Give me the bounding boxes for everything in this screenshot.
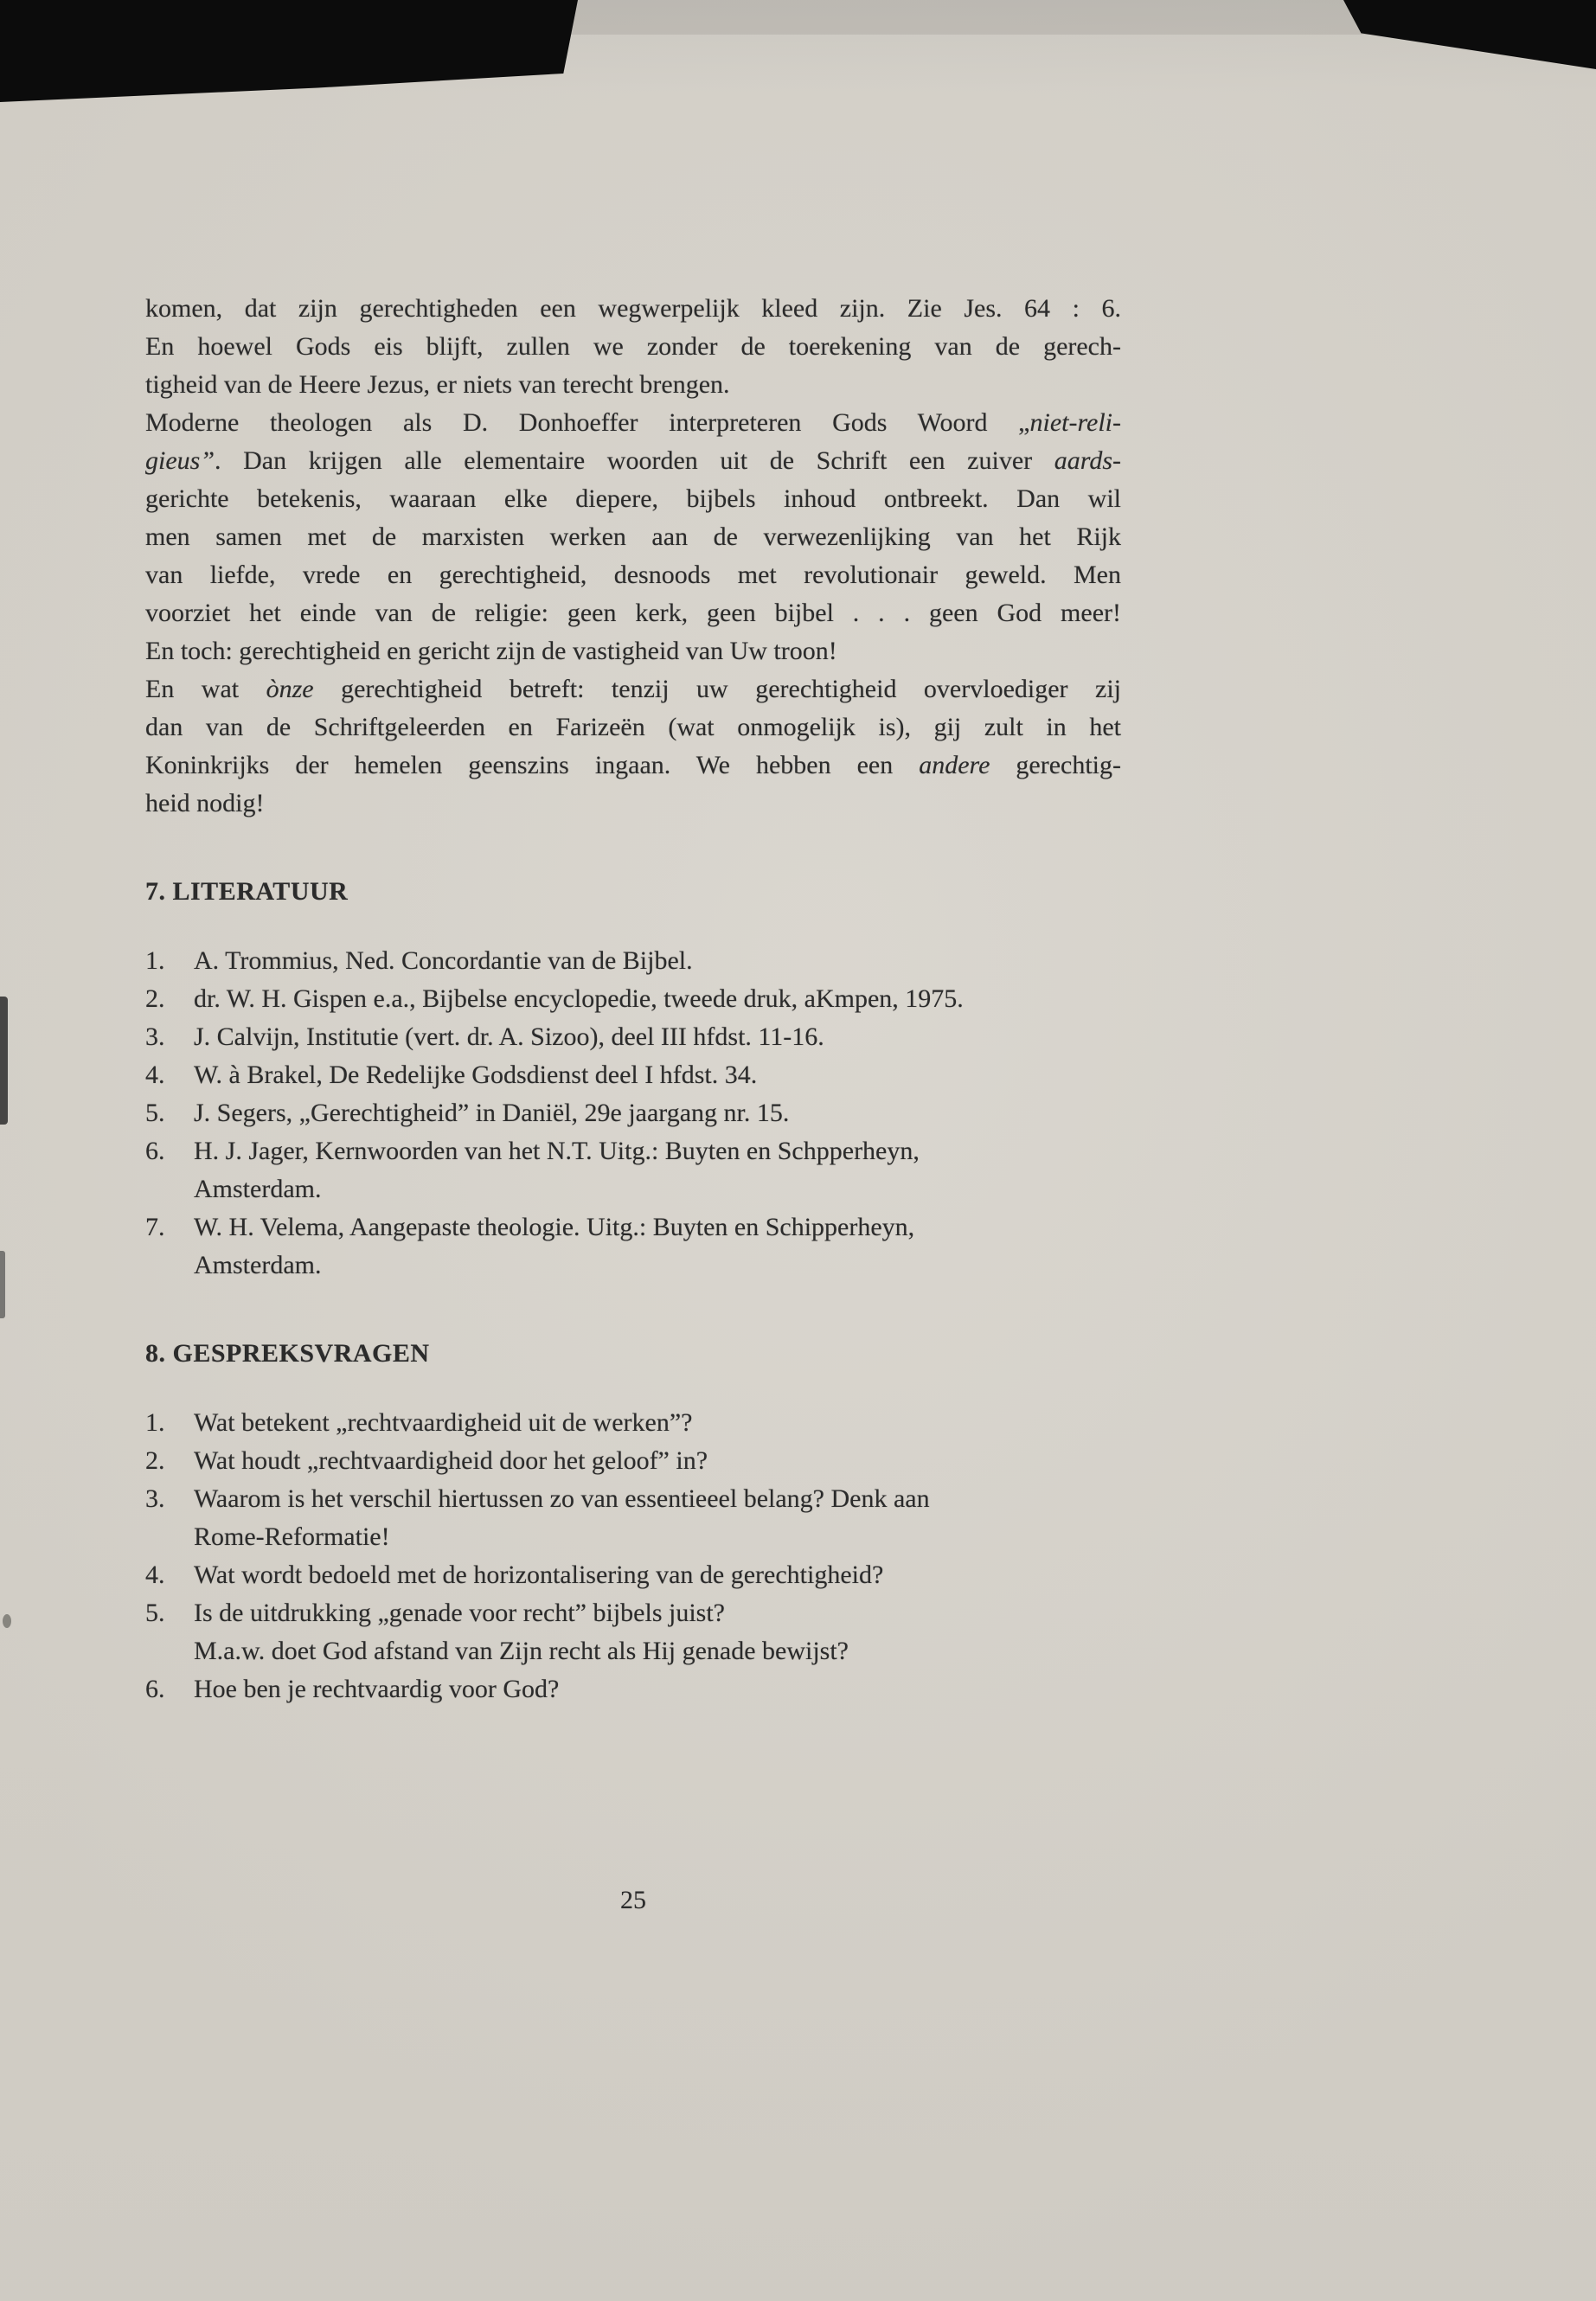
body-paragraphs <box>145 290 1121 823</box>
item-line: M.a.w. doet God afstand van Zijn recht als Hij genade bewijst? <box>194 1637 849 1665</box>
item-text <box>194 1556 1121 1594</box>
list-item <box>145 1018 1121 1056</box>
list-item <box>145 942 1121 980</box>
text-block <box>145 290 1121 1708</box>
text-run: gerichte betekenis, waaraan elke diepere, bijbels inhoud ontbreekt. Dan wil <box>145 484 1121 513</box>
text-run: men samen met de marxisten werken aan de verwezenlijking van het Rijk <box>145 522 1121 551</box>
item-text <box>194 1094 1121 1132</box>
item-line: Wat wordt bedoeld met de horizontalisering van de gerechtigheid? <box>194 1561 884 1589</box>
body-text-line <box>145 747 1121 785</box>
item-number: 6. <box>145 1137 165 1165</box>
item-text <box>194 1442 1121 1480</box>
item-number: 1. <box>145 1408 165 1437</box>
italic-text-run: andere <box>919 751 990 779</box>
list-item <box>145 1480 1121 1556</box>
section-heading: 7. LITERATUUR <box>145 877 349 906</box>
list-item <box>145 1442 1121 1480</box>
scan-edge-top-left <box>0 0 578 102</box>
text-run: En wat <box>145 675 266 703</box>
italic-text-run: ònze <box>266 675 314 703</box>
body-text-line <box>145 442 1121 480</box>
list-item <box>145 1670 1121 1708</box>
item-line: Rome-Reformatie! <box>194 1522 390 1551</box>
item-number: 5. <box>145 1599 165 1627</box>
list-item <box>145 1208 1121 1285</box>
body-text-line <box>145 404 1121 442</box>
text-run: Koninkrijks der hemelen geenszins ingaan. We hebben een <box>145 751 920 779</box>
body-text-line <box>145 708 1121 747</box>
item-line: Hoe ben je rechtvaardig voor God? <box>194 1675 560 1703</box>
page-number: 25 <box>620 1886 646 1914</box>
text-run: . Dan krijgen alle elementaire woorden uit de Schrift een zuiver <box>215 446 1054 475</box>
item-number: 7. <box>145 1213 165 1241</box>
item-line: Waarom is het verschil hiertussen zo van essentieeel belang? Denk aan <box>194 1484 930 1513</box>
item-number: 5. <box>145 1099 165 1127</box>
item-text <box>194 942 1121 980</box>
item-number: 2. <box>145 984 165 1013</box>
item-line: Is de uitdrukking „genade voor recht” bijbels juist? <box>194 1599 725 1627</box>
text-run: En hoewel Gods eis blijft, zullen we zonder de toerekening van de gerech- <box>145 332 1121 361</box>
item-text <box>194 1404 1121 1442</box>
text-run: voorziet het einde van de religie: geen kerk, geen bijbel . . . geen God meer! <box>145 599 1121 627</box>
list-item <box>145 1404 1121 1442</box>
item-line: Amsterdam. <box>194 1251 322 1279</box>
item-line: W. à Brakel, De Redelijke Godsdienst deel I hfdst. 34. <box>194 1061 758 1089</box>
item-number: 2. <box>145 1446 165 1475</box>
italic-text-run: niet-reli- <box>1029 408 1121 437</box>
list-item <box>145 1132 1121 1208</box>
item-line: Amsterdam. <box>194 1175 322 1203</box>
item-text <box>194 980 1121 1018</box>
text-run: komen, dat zijn gerechtigheden een wegwerpelijk kleed zijn. Zie Jes. 64 : 6. <box>145 294 1121 323</box>
scan-artifact-mark <box>0 1251 5 1318</box>
italic-text-run: gieus” <box>145 446 215 475</box>
list-item <box>145 980 1121 1018</box>
item-number: 1. <box>145 946 165 975</box>
list-item <box>145 1556 1121 1594</box>
body-text-line <box>145 480 1121 518</box>
item-line: J. Segers, „Gerechtigheid” in Daniël, 29e jaargang nr. 15. <box>194 1099 790 1127</box>
item-text <box>194 1480 1121 1556</box>
body-text-line <box>145 518 1121 556</box>
item-text <box>194 1208 1121 1285</box>
italic-text-run: aards- <box>1054 446 1121 475</box>
item-line: H. J. Jager, Kernwoorden van het N.T. Uitg.: Buyten en Schpperheyn, <box>194 1137 920 1165</box>
text-run: gerechtig- <box>990 751 1121 779</box>
item-text <box>194 1132 1121 1208</box>
body-text-line <box>145 632 1121 670</box>
section-heading: 8. GESPREKSVRAGEN <box>145 1339 430 1368</box>
text-run: En toch: gerechtigheid en gericht zijn de vastigheid van Uw troon! <box>145 637 837 665</box>
text-run: tigheid van de Heere Jezus, er niets van terecht brengen. <box>145 370 730 399</box>
list-item <box>145 1056 1121 1094</box>
section-list <box>145 1404 1121 1708</box>
item-text <box>194 1670 1121 1708</box>
sections <box>145 873 1121 1708</box>
item-line: dr. W. H. Gispen e.a., Bijbelse encyclopedie, tweede druk, aKmpen, 1975. <box>194 984 964 1013</box>
item-line: A. Trommius, Ned. Concordantie van de Bijbel. <box>194 946 693 975</box>
body-text-line <box>145 785 1121 823</box>
scan-artifact-mark <box>0 997 8 1125</box>
text-run: heid nodig! <box>145 789 265 817</box>
item-line: J. Calvijn, Institutie (vert. dr. A. Sizoo), deel III hfdst. 11-16. <box>194 1022 824 1051</box>
item-text <box>194 1018 1121 1056</box>
text-run: Moderne theologen als D. Donhoeffer interpreteren Gods Woord „ <box>145 408 1030 437</box>
list-item <box>145 1094 1121 1132</box>
item-number: 3. <box>145 1484 165 1513</box>
scan-edge-top-right <box>1343 0 1596 69</box>
item-number: 3. <box>145 1022 165 1051</box>
text-run: gerechtigheid betreft: tenzij uw gerechtigheid overvloediger zij <box>313 675 1122 703</box>
text-run: van liefde, vrede en gerechtigheid, desnoods met revolutionair geweld. Men <box>145 561 1121 589</box>
item-line: Wat houdt „rechtvaardigheid door het geloof” in? <box>194 1446 708 1475</box>
body-text-line <box>145 670 1121 708</box>
body-text-line <box>145 290 1121 328</box>
item-text <box>194 1594 1121 1670</box>
body-text-line <box>145 366 1121 404</box>
list-item <box>145 1594 1121 1670</box>
body-text-line <box>145 556 1121 594</box>
item-number: 4. <box>145 1561 165 1589</box>
item-text <box>194 1056 1121 1094</box>
body-text-line <box>145 594 1121 632</box>
scan-artifact-speck <box>3 1614 11 1628</box>
section-list <box>145 942 1121 1285</box>
item-line: Wat betekent „rechtvaardigheid uit de werken”? <box>194 1408 693 1437</box>
text-run: dan van de Schriftgeleerden en Farizeën (wat onmogelijk is), gij zult in het <box>145 713 1121 741</box>
item-number: 4. <box>145 1061 165 1089</box>
item-number: 6. <box>145 1675 165 1703</box>
body-text-line <box>145 328 1121 366</box>
item-line: W. H. Velema, Aangepaste theologie. Uitg.: Buyten en Schipperheyn, <box>194 1213 915 1241</box>
